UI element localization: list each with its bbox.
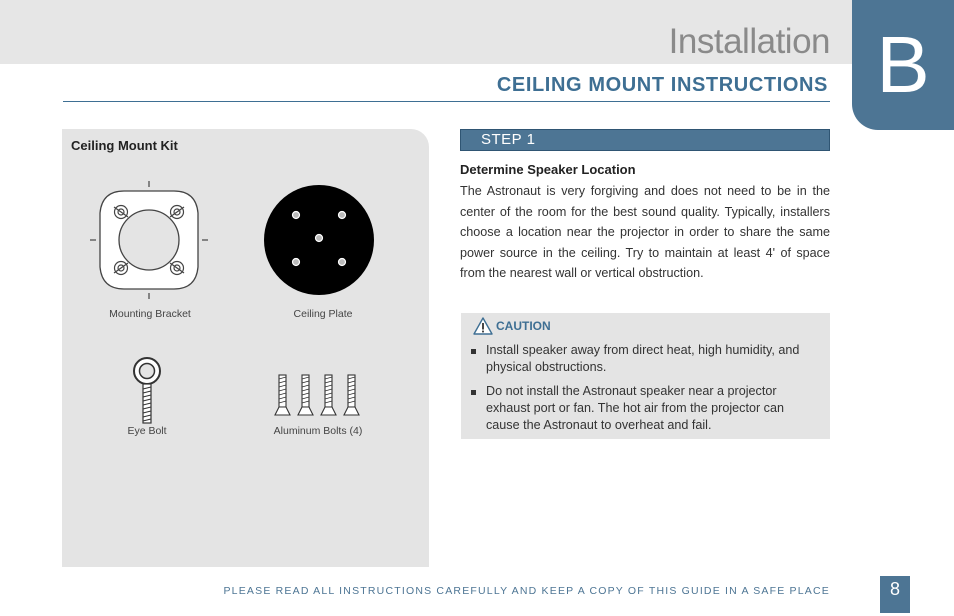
caution-label: CAUTION: [496, 319, 551, 333]
mounting-bracket-icon: [86, 177, 212, 303]
bullet-icon: [471, 349, 476, 354]
chapter-tab: B: [852, 0, 954, 130]
caution-item: [469, 383, 819, 434]
step-1-bar: [460, 129, 830, 151]
aluminum-bolts-icon: [273, 373, 365, 417]
step-label: STEP 1: [481, 131, 536, 148]
step-heading: Determine Speaker Location: [460, 162, 636, 177]
footer-notice: PLEASE READ ALL INSTRUCTIONS CAREFULLY AND KEEP A COPY OF THIS GUIDE IN A SAFE PLACE: [223, 585, 830, 597]
warning-triangle-icon: [473, 317, 493, 335]
caution-item-text: Do not install the Astronaut speaker near a projector exhaust port or fan. The hot air from the projector can cause the Astronaut to overheat and fail.: [486, 384, 784, 432]
mounting-bracket-caption: Mounting Bracket: [109, 308, 191, 320]
aluminum-bolts-caption: Aluminum Bolts (4): [273, 425, 363, 437]
kit-title: Ceiling Mount Kit: [71, 138, 178, 153]
ceiling-mount-kit-panel: [62, 129, 429, 567]
eye-bolt-icon: [129, 355, 165, 425]
page-number: 8: [880, 576, 910, 613]
chapter-title: Installation: [668, 22, 830, 61]
caution-box: [461, 313, 830, 439]
eye-bolt-caption: Eye Bolt: [127, 425, 167, 437]
ceiling-plate-icon: [263, 184, 375, 296]
caution-list: [469, 342, 819, 441]
caution-item-text: Install speaker away from direct heat, high humidity, and physical obstructions.: [486, 343, 800, 374]
step-body-text: The Astronaut is very forgiving and does not need to be in the center of the room for the best sound quality. Typically, installers choose a location near the projector in order to share the same power source in the ceiling. Try to maintain at least 4' of space from the nearest wall or vertical obstruction.: [460, 184, 830, 280]
section-title: CEILING MOUNT INSTRUCTIONS: [496, 74, 828, 96]
header-divider: [63, 101, 830, 102]
ceiling-plate-caption: Ceiling Plate: [293, 308, 353, 320]
bullet-icon: [471, 390, 476, 395]
caution-item: [469, 342, 819, 376]
